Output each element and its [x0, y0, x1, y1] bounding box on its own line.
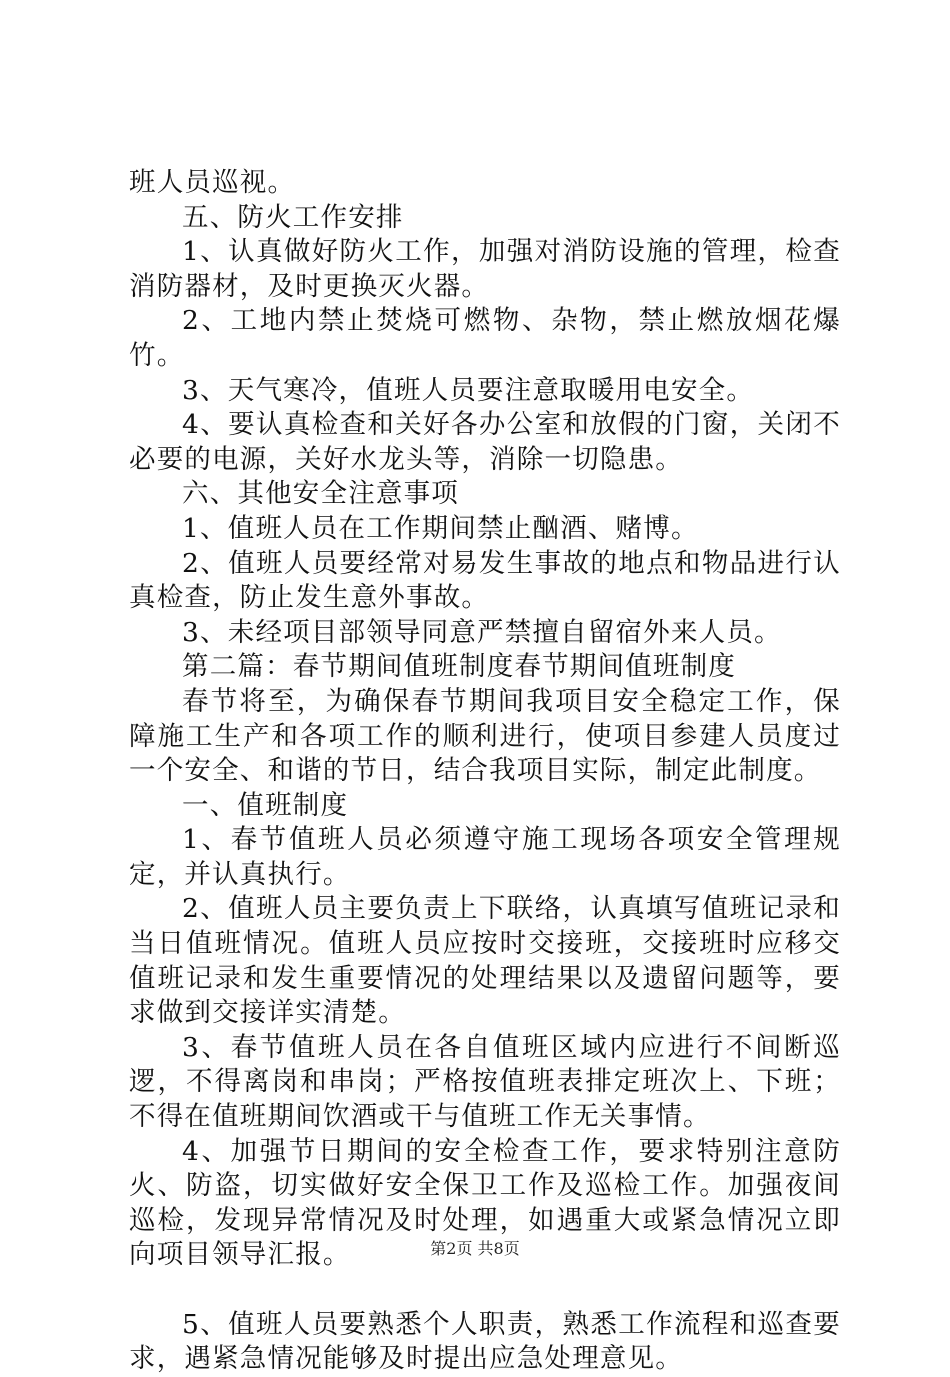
section-heading: 六、其他安全注意事项	[182, 478, 459, 510]
paragraph: 2、值班人员主要负责上下联络，认真填写值班记录和当日值班情况。值班人员应按时交接班，交接班时应移交值班记录和发生重要情况的处理结果以及遗留问题等，要求做到交接详实清楚。	[129, 893, 841, 1029]
chapter-heading: 第二篇：春节期间值班制度春节期间值班制度	[182, 651, 736, 683]
paragraph: 3、天气寒冷，值班人员要注意取暖用电安全。	[182, 374, 755, 406]
section-heading: 一、值班制度	[182, 789, 349, 821]
paragraph: 1、认真做好防火工作，加强对消防设施的管理，检查消防器材，及时更换灭火器。	[129, 236, 841, 302]
paragraph: 5、值班人员要熟悉个人职责，熟悉工作流程和巡查要求，遇紧急情况能够及时提出应急处理意见。	[129, 1308, 841, 1375]
paragraph: 2、值班人员要经常对易发生事故的地点和物品进行认真检查，防止发生意外事故。	[129, 547, 841, 614]
paragraph: 1、值班人员在工作期间禁止酗酒、赌博。	[182, 512, 699, 544]
page-number-footer: 第2页 共8页	[430, 1239, 520, 1258]
document-body	[129, 166, 841, 1377]
paragraph: 班人员巡视。	[129, 167, 296, 198]
paragraph: 4、要认真检查和关好各办公室和放假的门窗，关闭不必要的电源，关好水龙头等，消除一切隐患。	[129, 409, 841, 475]
blank-line	[129, 1273, 841, 1308]
paragraph: 4、加强节日期间的安全检查工作，要求特别注意防火、防盗，切实做好安全保卫工作及巡检工作。加强夜间巡检，发现异常情况及时处理，如遇重大或紧急情况立即向项目领导汇报。	[129, 1135, 841, 1271]
paragraph: 3、未经项目部领导同意严禁擅自留宿外来人员。	[182, 616, 782, 648]
section-heading: 五、防火工作安排	[182, 201, 404, 233]
paragraph: 3、春节值班人员在各自值班区域内应进行不间断巡逻，不得离岗和串岗；严格按值班表排定班次上、下班；不得在值班期间饮酒或干与值班工作无关事情。	[129, 1031, 841, 1133]
paragraph: 1、春节值班人员必须遵守施工现场各项安全管理规定，并认真执行。	[129, 824, 841, 890]
paragraph: 2、工地内禁止焚烧可燃物、杂物，禁止燃放烟花爆竹。	[129, 305, 841, 371]
paragraph: 春节将至，为确保春节期间我项目安全稳定工作，保障施工生产和各项工作的顺利进行，使项目参建人员度过一个安全、和谐的节日，结合我项目实际，制定此制度。	[129, 685, 841, 787]
